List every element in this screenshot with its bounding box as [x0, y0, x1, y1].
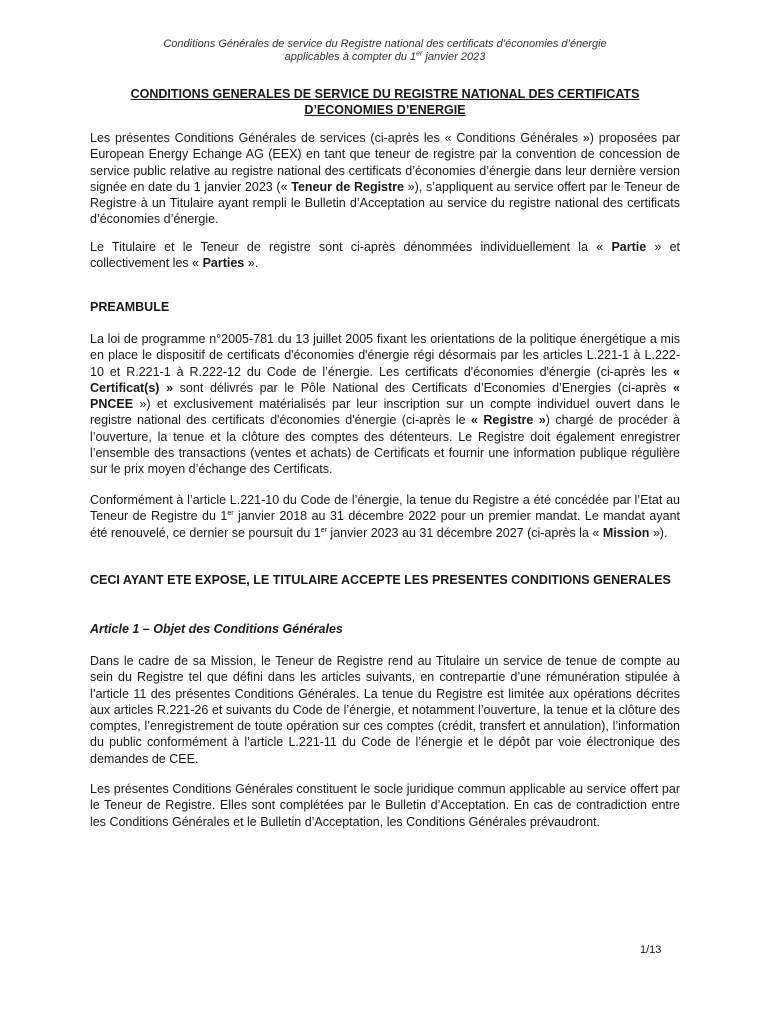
intro-paragraph-1: Les présentes Conditions Générales de services (ci-après les « Conditions Générales ») proposées par European Energy Echange AG (EEX) en tant que teneur de registre par la convention de concession de service public relative au registre national des certificats d’économies d’énergie dans leur dernière version signée en date du 1 janvier 2023 (« Teneur de Registre »), s’appliquent au service offert par le Teneur de Registre à un Titulaire ayant rempli le Bulletin d’Acceptation au service du registre national des certificats d’économies d’énergie. [90, 131, 680, 227]
document-title-line-1: CONDITIONS GENERALES DE SERVICE DU REGISTRE NATIONAL DES CERTIFICATS [130, 87, 640, 101]
article-1-heading: Article 1 – Objet des Conditions Générales [90, 622, 343, 636]
article-1-paragraph-1: Dans le cadre de sa Mission, le Teneur de Registre rend au Titulaire un service de tenue de compte au sein du Registre tel que défini dans les articles suivants, en contrepartie d’une rémunération stipulée à l’article 11 des présentes Conditions Générales. La tenue du Registre est limitée aux opérations décrites aux articles R.221-26 et suivants du Code de l’énergie, et notamment l’ouverture, la tenue et la clôture des comptes, l’enregistrement de toute opération sur ces comptes (crédit, transfert et annulation), l’information du public conformément à l’article L.221-11 du Code de l’énergie et le dépôt par voie électronique des demandes de CEE. [90, 654, 680, 766]
preambule-heading: PREAMBULE [90, 300, 170, 314]
intro-paragraph-2: Le Titulaire et le Teneur de registre sont ci-après dénommées individuellement la « Partie » et collectivement les « Parties ». [90, 240, 680, 271]
article-1-paragraph-2: Les présentes Conditions Générales constituent le socle juridique commun applicable au service offert par le Teneur de Registre. Elles sont complétées par le Bulletin d’Acceptation. En cas de contradiction entre les Conditions Générales et le Bulletin d’Acceptation, les Conditions Générales prévaudront. [90, 782, 680, 829]
running-header-line-2: applicables à compter du 1er janvier 2023 [284, 50, 486, 63]
preambule-paragraph-2: Conformément à l’article L.221-10 du Code de l’énergie, la tenue du Registre a été concédée par l’Etat au Teneur de Registre du 1er janvier 2018 au 31 décembre 2022 pour un premier mandat. Le mandat ayant été renouvelé, ce dernier se poursuit du 1er janvier 2023 au 31 décembre 2027 (ci-après la « Mission »). [90, 493, 680, 540]
running-header-line-1: Conditions Générales de service du Registre national des certificats d’économies d’énergie [163, 38, 607, 50]
ceci-ayant-ete-expose-heading: CECI AYANT ETE EXPOSE, LE TITULAIRE ACCEPTE LES PRESENTES CONDITIONS GENERALES [90, 573, 671, 587]
page-number: 1/13 [640, 944, 662, 956]
document-title-line-2: D’ECONOMIES D’ENERGIE [304, 103, 466, 117]
preambule-paragraph-1: La loi de programme n°2005-781 du 13 juillet 2005 fixant les orientations de la politique énergétique a mis en place le dispositif de certificats d'économies d'énergie régi désormais par les articles L.221-1 à L.222-10 et R.221-1 à R.222-12 du Code de l’énergie. Les certificats d'économies d'énergie (ci-après les « Certificat(s) » sont délivrés par le Pôle National des Certificats d’Economies d’Energies (ci-après « PNCEE ») et exclusivement matérialisés par leur inscription sur un compte individuel ouvert dans le registre national des certificats d'économies d'énergie (ci-après le « Registre ») chargé de procéder à l’ouverture, la tenue et la clôture des comptes des détenteurs. Le Registre doit également enregistrer l’ensemble des transactions (ventes et achats) de Certificats et fournir une information publique régulière sur le prix moyen d’échange des Certificats. [90, 332, 680, 477]
